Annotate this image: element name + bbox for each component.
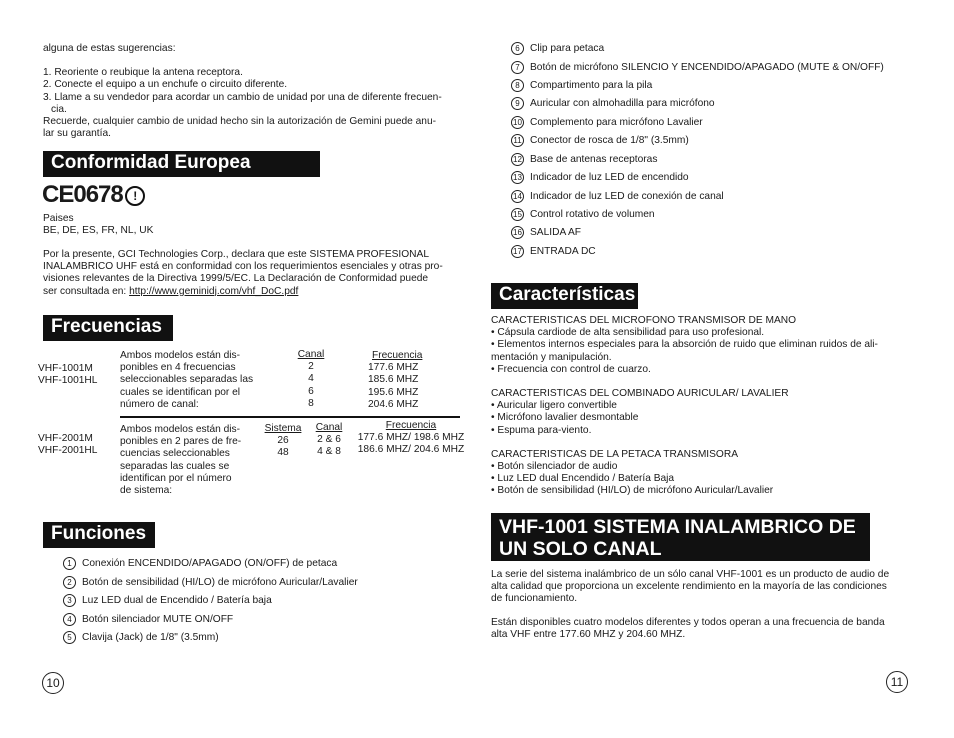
feature-line: • Botón de sensibilidad (HI/LO) de micrófono Auricular/Lavalier (491, 485, 774, 497)
caracteristicas-heading: Características (491, 283, 638, 309)
group1-models (38, 363, 97, 387)
intro-suggestions (43, 43, 442, 140)
number-circle: 9 (511, 97, 524, 110)
frecuencias-heading: Frecuencias (43, 315, 173, 341)
function-text: Complemento para micrófono Lavalier (530, 117, 703, 129)
number-circle: 12 (511, 153, 524, 166)
number-circle: 4 (63, 613, 76, 626)
canal-header: Canal (315, 422, 343, 433)
number-circle: 3 (63, 594, 76, 607)
function-text: Clip para petaca (530, 43, 605, 55)
paragraph-line: de funcionamiento. (491, 593, 578, 605)
function-text: ENTRADA DC (530, 246, 596, 258)
frecuencia-value: 185.6 MHZ (368, 374, 419, 386)
description-line: separadas las cuales se (120, 460, 230, 472)
group2-canal-column (311, 422, 347, 459)
function-text: Base de antenas receptoras (530, 154, 658, 166)
function-item (511, 42, 604, 56)
declaration-line: Por la presente, GCI Technologies Corp., declara que este SISTEMA PROFESIONAL (43, 249, 429, 260)
function-item (511, 116, 703, 130)
feature-line: • Micrófono lavalier desmontable (491, 412, 639, 424)
description-line: Ambos modelos están dis- (120, 350, 241, 361)
model-name: VHF-1001M (38, 363, 93, 374)
number-circle: 5 (63, 631, 76, 644)
function-text: Luz LED dual de Encendido / Batería baja (82, 595, 272, 607)
intro-line: Recuerde, cualquier cambio de unidad hecho sin la autorización de Gemini puede anu- (43, 116, 437, 128)
paragraph-line: alta calidad que proporciona un excelente rendimiento en la mayoría de las condiciones (491, 581, 887, 593)
heading-line: VHF-1001 SISTEMA INALAMBRICO DE (499, 516, 856, 538)
number-circle: 2 (63, 576, 76, 589)
function-item (511, 79, 652, 93)
description-line: cuales se identifican por el (120, 386, 241, 398)
frecuencia-header: Frecuencia (372, 350, 423, 361)
number-circle: 7 (511, 61, 524, 74)
model-name: VHF-2001M (38, 433, 93, 444)
intro-line: cia. (51, 103, 67, 115)
vhf-section-heading (491, 513, 870, 561)
declaration-line-lead: ser consultada en: (43, 285, 130, 297)
ce-mark-logo (42, 181, 145, 209)
frequency-divider (120, 416, 460, 418)
intro-line: 3. Llame a su vendedor para acordar un cambio de unidad por una de diferente frecuen- (43, 91, 442, 103)
page-number: 10 (42, 672, 64, 694)
sistema-value: 48 (277, 447, 289, 459)
function-item (63, 613, 233, 627)
feature-line (491, 437, 931, 449)
description-line: número de canal: (120, 398, 199, 410)
number-circle: 11 (511, 134, 524, 147)
feature-line: CARACTERISTICAS DEL COMBINADO AURICULAR/ LAVALIER (491, 388, 789, 400)
function-text: Conector de rosca de 1/8" (3.5mm) (530, 135, 689, 147)
function-item (511, 134, 689, 148)
function-item (511, 153, 657, 167)
description-line: cuencias seleccionables (120, 448, 230, 460)
function-text: Botón de micrófono SILENCIO Y ENCENDIDO/APAGADO (MUTE & ON/OFF) (530, 62, 884, 74)
paragraph-line: Están disponibles cuatro modelos diferentes y todos operan a una frecuencia de banda (491, 617, 885, 628)
feature-line (491, 376, 931, 388)
sistema-value: 26 (277, 435, 289, 447)
doc-link[interactable]: http://www.geminidj.com/vhf_DoC.pdf (129, 285, 299, 297)
number-circle: 13 (511, 171, 524, 184)
feature-line: • Espuma para-viento. (491, 424, 592, 436)
feature-line: • Frecuencia con control de cuarzo. (491, 363, 651, 375)
frecuencia-value: 204.6 MHZ (368, 398, 419, 410)
group2-description (120, 424, 250, 497)
number-circle: 17 (511, 245, 524, 258)
number-circle: 14 (511, 190, 524, 203)
conformidad-heading: Conformidad Europea (43, 151, 320, 177)
function-item (511, 171, 689, 185)
heading-line: UN SOLO CANAL (499, 538, 662, 560)
frecuencia-value: 186.6 MHZ/ 204.6 MHZ (357, 444, 465, 456)
group1-canal-column (292, 349, 330, 410)
feature-line: • Botón silenciador de audio (491, 461, 618, 473)
vhf-paragraph-2 (491, 617, 931, 641)
function-text: Indicador de luz LED de encendido (530, 172, 689, 184)
function-text: Botón silenciador MUTE ON/OFF (82, 614, 234, 626)
intro-line (43, 55, 442, 67)
paises-list: BE, DE, ES, FR, NL, UK (43, 225, 154, 237)
paises-label: Paises (43, 213, 74, 224)
group1-frecuencia-column (368, 350, 422, 411)
canal-value: 4 & 8 (317, 446, 341, 458)
function-text: Clavija (Jack) de 1/8" (3.5mm) (82, 632, 219, 644)
canal-value: 4 (308, 373, 314, 385)
canal-header: Canal (297, 349, 325, 360)
function-item (511, 226, 581, 240)
group2-sistema-column (262, 423, 304, 460)
description-line: de sistema: (120, 485, 173, 497)
number-circle: 8 (511, 79, 524, 92)
function-text: Auricular con almohadilla para micrófono (530, 98, 715, 110)
page-number: 11 (886, 671, 908, 693)
number-circle: 6 (511, 42, 524, 55)
frecuencia-header: Frecuencia (385, 420, 437, 431)
feature-line: mentación y manipulación. (491, 351, 612, 363)
declaration-line: visiones relevantes de la Directiva 1999/5/EC. La Declaración de Conformidad puede (43, 273, 429, 285)
alert-icon: ! (125, 186, 145, 206)
paragraph-line: alta VHF entre 177.60 MHZ y 204.60 MHZ. (491, 629, 686, 641)
feature-line: • Luz LED dual Encendido / Batería Baja (491, 473, 675, 485)
feature-line: CARACTERISTICAS DE LA PETACA TRANSMISORA (491, 448, 739, 460)
function-text: Botón de sensibilidad (HI/LO) de micrófono Auricular/Lavalier (82, 577, 358, 589)
function-text: SALIDA AF (530, 227, 581, 239)
frecuencia-value: 195.6 MHZ (368, 386, 419, 398)
declaration-line (43, 286, 463, 298)
vhf-paragraph-1 (491, 569, 931, 606)
canal-value: 2 (308, 361, 314, 373)
group1-description (120, 350, 262, 411)
paragraph-line: La serie del sistema inalámbrico de un sólo canal VHF-1001 es un producto de audio de (491, 569, 890, 580)
function-item (63, 631, 219, 645)
group2-models (38, 433, 97, 457)
function-item (511, 208, 655, 222)
frecuencia-value: 177.6 MHZ (368, 362, 419, 374)
function-item (511, 97, 715, 111)
description-line: ponibles en 4 frecuencias (120, 362, 236, 374)
number-circle: 1 (63, 557, 76, 570)
function-item (511, 190, 724, 204)
group2-frecuencia-column (352, 420, 470, 457)
number-circle: 15 (511, 208, 524, 221)
function-item (511, 245, 596, 259)
function-item (511, 61, 884, 75)
function-text: Compartimento para la pila (530, 80, 653, 92)
model-name: VHF-1001HL (38, 375, 98, 387)
function-item (63, 594, 272, 608)
description-line: Ambos modelos están dis- (120, 424, 241, 435)
description-line: identifican por el número (120, 472, 232, 484)
number-circle: 16 (511, 226, 524, 239)
model-name: VHF-2001HL (38, 445, 98, 457)
caracteristicas-text (491, 315, 931, 498)
paises-block (43, 213, 153, 237)
intro-line: lar su garantía. (43, 128, 111, 140)
feature-line: • Cápsula cardiode de alta sensibilidad para uso profesional. (491, 327, 765, 339)
canal-value: 2 & 6 (317, 434, 341, 446)
function-item (63, 576, 358, 590)
declaration-line: INALAMBRICO UHF está en conformidad con los requerimientos esenciales y otras pro- (43, 261, 443, 273)
ce-mark-text: CE0678 (42, 181, 123, 208)
function-text: Control rotativo de volumen (530, 209, 655, 221)
feature-line: • Auricular ligero convertible (491, 400, 617, 412)
feature-line: • Elementos internos especiales para la absorción de ruido que eliminan ruidos de ali- (491, 339, 878, 351)
declaration-text (43, 249, 463, 298)
sistema-header: Sistema (264, 423, 302, 434)
frecuencia-value: 177.6 MHZ/ 198.6 MHZ (357, 432, 465, 444)
canal-value: 8 (308, 397, 314, 409)
feature-line: CARACTERISTICAS DEL MICROFONO TRANSMISOR DE MANO (491, 315, 797, 326)
intro-line: 1. Reoriente o reubique la antena receptora. (43, 67, 243, 79)
funciones-heading: Funciones (43, 522, 155, 548)
description-line: ponibles en 2 pares de fre- (120, 436, 242, 448)
intro-line: 2. Conecte el equipo a un enchufe o circuito diferente. (43, 79, 288, 91)
function-text: Indicador de luz LED de conexión de canal (530, 191, 724, 203)
right-page (477, 0, 954, 738)
description-line: seleccionables separadas las (120, 374, 254, 386)
number-circle: 10 (511, 116, 524, 129)
intro-line: alguna de estas sugerencias: (43, 43, 176, 54)
canal-value: 6 (308, 385, 314, 397)
function-item (63, 557, 337, 571)
function-text: Conexión ENCENDIDO/APAGADO (ON/OFF) de petaca (82, 558, 338, 570)
